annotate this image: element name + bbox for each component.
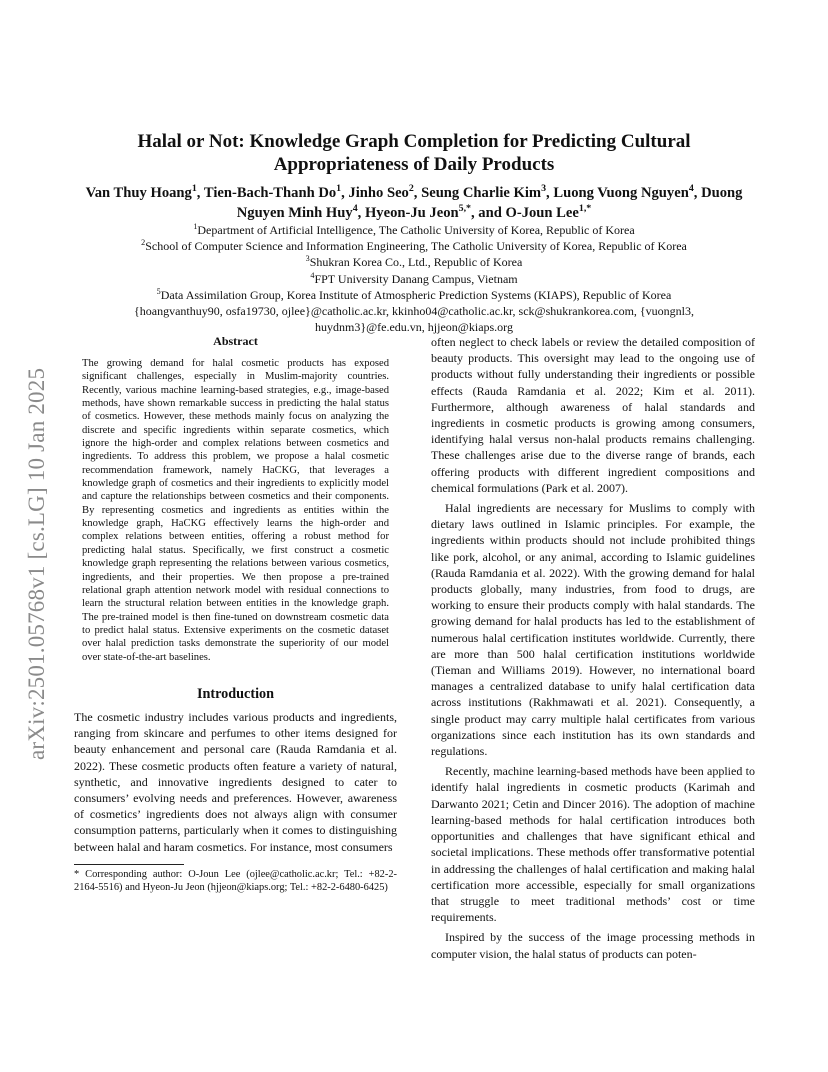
introduction-paragraph-5: Inspired by the success of the image processing methods in computer vision, the halal status of products can poten- [431, 930, 755, 961]
introduction-paragraph-3: Halal ingredients are necessary for Muslims to comply with dietary laws outlined in Islamic principles. For example, the ingredients within products should not include prohibited things like pork, alcohol, or any animal, according to Islamic guidelines (Rauda Ramdania et al. 2022). With the growing demand for halal products globally, many industries, from food to drugs, are working to ensure their products comply with halal standards. The growing demand for halal products has led to the establishment of numerous halal certification institutes worldwide. Currently, there are more than 500 halal certification institutions worldwide (Tieman and Williams 2019). However, no international board manages a centralized database to unify halal certification data across institutions (Rakhmawati et al. 2021). Consequently, a single product may carry multiple halal certificates from various organizations since each institution has its own standards and regulations. [431, 501, 755, 759]
author: Seung Charlie Kim$^3$, [421, 183, 554, 201]
introduction-heading: Introduction [197, 685, 274, 702]
abstract-body: The growing demand for halal cosmetic products has exposed significant challenges, especially in Muslim-majority countries. Recently, various machine learning-based strategies, e.g., image-based methods, have shown remarkable success in predicting the halal status of cosmetics. However, these methods mainly focus on analyzing the discrete and specific ingredients within separate cosmetics, which ignore the high-order and complex relations between cosmetics and ingredients. To address this problem, we propose a halal cosmetic recommendation framework, namely HaCKG, that leverages a knowledge graph of cosmetics and their ingredients to explicitly model and capture the relationships between cosmetics and their components. By representing cosmetics and ingredients as entities within the knowledge graph, HaCKG effectively learns the high-order and complex relations between entities, offering a robust method for predicting halal status. Specifically, we first construct a cosmetic knowledge graph representing the relations between various cosmetics, ingredients, and their properties. We then propose a pre-trained relational graph attention network model with residual connections to learn the structural relation between entities in the knowledge graph. The pre-trained model is then fine-tuned on downstream cosmetic data to predict halal status. Extensive experiments on the cosmetic dataset over halal prediction tasks demonstrate the superiority of our model over state-of-the-art baselines. [82, 358, 389, 663]
title-line-1: Halal or Not: Knowledge Graph Completion for Predicting Cultural [137, 131, 691, 152]
affiliation: $^1$Department of Artificial Intelligence, The Catholic University of Korea, Republic of Korea [193, 222, 635, 237]
abstract-heading: Abstract [213, 334, 258, 348]
affiliations [80, 222, 748, 335]
affiliation: $^2$School of Computer Science and Information Engineering, The Catholic University of Korea, Republic of Korea [141, 238, 687, 254]
author: Hyeon-Ju Jeon$^{5,*}$, and [364, 203, 506, 221]
author-emails-line-2: huydnm3}@fe.edu.vn, hjjeon@kiaps.org [315, 320, 513, 335]
author-emails-line-1: {hoangvanthuy90, osfa19730, ojlee}@catholic.ac.kr, kkinho04@catholic.ac.kr, sck@shukrankorea.com, {vuongnl3, [134, 304, 694, 319]
left-column [74, 334, 397, 894]
arxiv-identifier: arXiv:2501.05768v1 [cs.LG] 10 Jan 2025 [24, 367, 49, 760]
affiliation: $^3$Shukran Korea Co., Ltd., Republic of Korea [305, 254, 523, 270]
author: Van Thuy Hoang$^1$, [85, 183, 204, 201]
right-column [431, 334, 755, 962]
footnote-divider [74, 864, 184, 865]
introduction-paragraph-1: The cosmetic industry includes various products and ingredients, ranging from skincare and perfumes to other items designed for beauty enhancement and personal care (Rauda Ramdania et al. 2022). These cosmetic products often feature a variety of natural, synthetic, and innovative ingredients designed to cater to consumers’ evolving needs and preferences. However, awareness of cosmetics’ ingredients does not always align with consumer consumption patterns, particularly when it comes to distinguishing between halal and haram cosmetics. For instance, most consumers [74, 709, 397, 854]
author: Tien-Bach-Thanh Do$^1$, [203, 183, 349, 201]
affiliation: $^5$Data Assimilation Group, Korea Institute of Atmospheric Prediction Systems (KIAPS), Republic of Korea [156, 286, 672, 302]
corresponding-author-footnote: * Corresponding author: O-Joun Lee (ojlee@catholic.ac.kr; Tel.: +82-2-2164-5516) and Hyeon-Ju Jeon (hjjeon@kiaps.org; Tel.: +82-2-6480-6425) [74, 868, 397, 893]
introduction-paragraph-4: Recently, machine learning-based methods have been applied to identify halal ingredients in cosmetic products (Karimah and Darwanto 2021; Cetin and Dincer 2016). The adoption of machine learning-based methods for halal certification introduces both opportunities and challenges that have significant ethical and societal implications. These methods offer transformative potential in addressing the challenges of halal certification and making halal certification more accessible, especially for small organizations that struggle to meet traditional methods’ cost or time requirements. [431, 764, 755, 925]
title-line-2: Appropriateness of Daily Products [273, 154, 555, 175]
author: Luong Vuong Nguyen$^4$, [553, 183, 702, 201]
affiliation: $^4$FPT University Danang Campus, Vietnam [310, 270, 518, 286]
author-list [80, 183, 748, 223]
author: O-Joun Lee$^{1,*}$ [505, 203, 592, 221]
author: Duong Nguyen Minh Huy$^4$, [236, 185, 743, 221]
paper-title [90, 130, 738, 176]
author: Jinho Seo$^2$, [348, 183, 422, 201]
introduction-paragraph-2: often neglect to check labels or review the detailed composition of beauty products. This oversight may lead to the ongoing use of products without fully understanding their ingredients or possible effects (Rauda Ramdania et al. 2022; Kim et al. 2011). Furthermore, although awareness of halal standards and ingredients in cosmetic products is growing among consumers, identifying halal versus non-halal products remains challenging. These challenges arise due to the diverse range of brands, each offering products with different ingredient compositions and chemical formulations (Park et al. 2007). [431, 335, 755, 495]
